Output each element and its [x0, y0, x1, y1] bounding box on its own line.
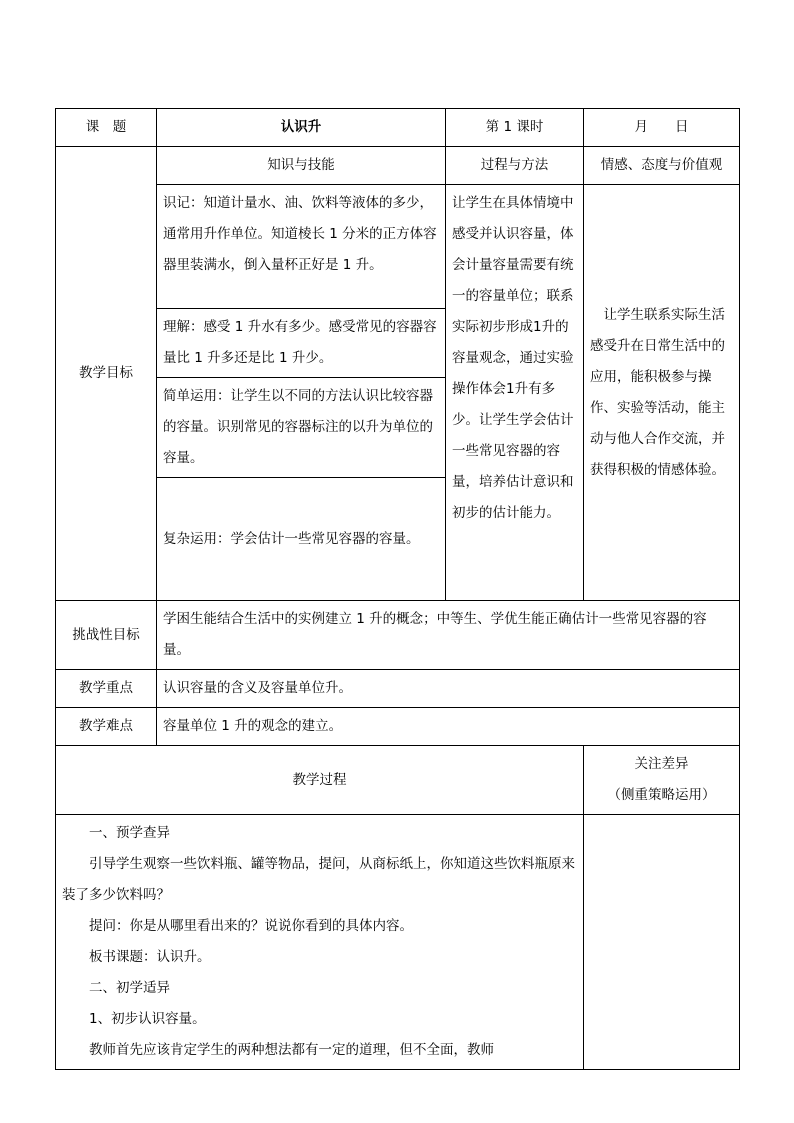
process-paragraph: 一、预学查异 [89, 825, 170, 841]
process-content-row [56, 815, 740, 1070]
lesson-title: 认识升 [157, 109, 446, 147]
key-point-label: 教学重点 [56, 670, 157, 708]
differentiation-notes [584, 815, 740, 1070]
subject-label: 课 题 [56, 109, 157, 147]
challenge-text: 学困生能结合生活中的实例建立 1 升的概念；中等生、学优生能正确估计一些常见容器的容量。 [157, 601, 740, 670]
col-process-header: 过程与方法 [446, 147, 584, 185]
lesson-plan [55, 108, 739, 1070]
key-point-row [56, 670, 740, 708]
process-paragraph: 引导学生观察一些饮料瓶、罐等物品，提问，从商标纸上，你知道这些饮料瓶原来装了多少饮料吗？ [62, 856, 575, 903]
difficulty-text: 容量单位 1 升的观念的建立。 [157, 708, 740, 746]
knowledge-item: 简单运用：让学生以不同的方法认识比较容器的容量。识别常见的容器标注的以升为单位的容量。 [157, 378, 446, 478]
goals-label: 教学目标 [56, 147, 157, 601]
challenge-label: 挑战性目标 [56, 601, 157, 670]
lesson-date: 月 日 [584, 109, 740, 147]
process-paragraph: 二、初学适异 [89, 980, 170, 996]
process-paragraph: 1、初步认识容量。 [89, 1011, 206, 1027]
lesson-plan-table [55, 108, 740, 1070]
process-goal: 让学生在具体情境中感受并认识容量，体会计量容量需要有统一的容量单位；联系实际初步形成1升的容量观念，通过实验操作体会1升有多少。让学生学会估计一些常见容器的容量，培养估计意识和初步的估计能力。 [446, 185, 584, 601]
process-paragraph: 提问：你是从哪里看出来的？说说你看到的具体内容。 [89, 918, 413, 934]
col-knowledge-header: 知识与技能 [157, 147, 446, 185]
knowledge-item: 复杂运用：学会估计一些常见容器的容量。 [157, 478, 446, 601]
emotion-goal: 让学生联系实际生活感受升在日常生活中的应用，能积极参与操作、实验等活动，能主动与他人合作交流，并获得积极的情感体验。 [584, 185, 740, 601]
challenge-row [56, 601, 740, 670]
process-paragraph: 教师首先应该肯定学生的两种想法都有一定的道理，但不全面，教师 [89, 1042, 494, 1058]
col-emotion-header: 情感、态度与价值观 [584, 147, 740, 185]
process-content [56, 815, 584, 1070]
differentiation-header [584, 746, 740, 815]
differentiation-label: 关注差异 [634, 756, 689, 772]
process-header-row [56, 746, 740, 815]
differentiation-sublabel: （侧重策略运用） [607, 787, 716, 803]
goals-header-row [56, 147, 740, 185]
knowledge-item: 理解：感受 1 升水有多少。感受常见的容器容量比 1 升多还是比 1 升少。 [157, 309, 446, 378]
lesson-number: 第 1 课时 [446, 109, 584, 147]
process-paragraph: 板书课题：认识升。 [89, 949, 211, 965]
difficulty-label: 教学难点 [56, 708, 157, 746]
header-row [56, 109, 740, 147]
process-label: 教学过程 [56, 746, 584, 815]
goals-row [56, 185, 740, 309]
difficulty-row [56, 708, 740, 746]
knowledge-item: 识记：知道计量水、油、饮料等液体的多少，通常用升作单位。知道棱长 1 分米的正方体容器里装满水，倒入量杯正好是 1 升。 [157, 185, 446, 309]
key-point-text: 认识容量的含义及容量单位升。 [157, 670, 740, 708]
